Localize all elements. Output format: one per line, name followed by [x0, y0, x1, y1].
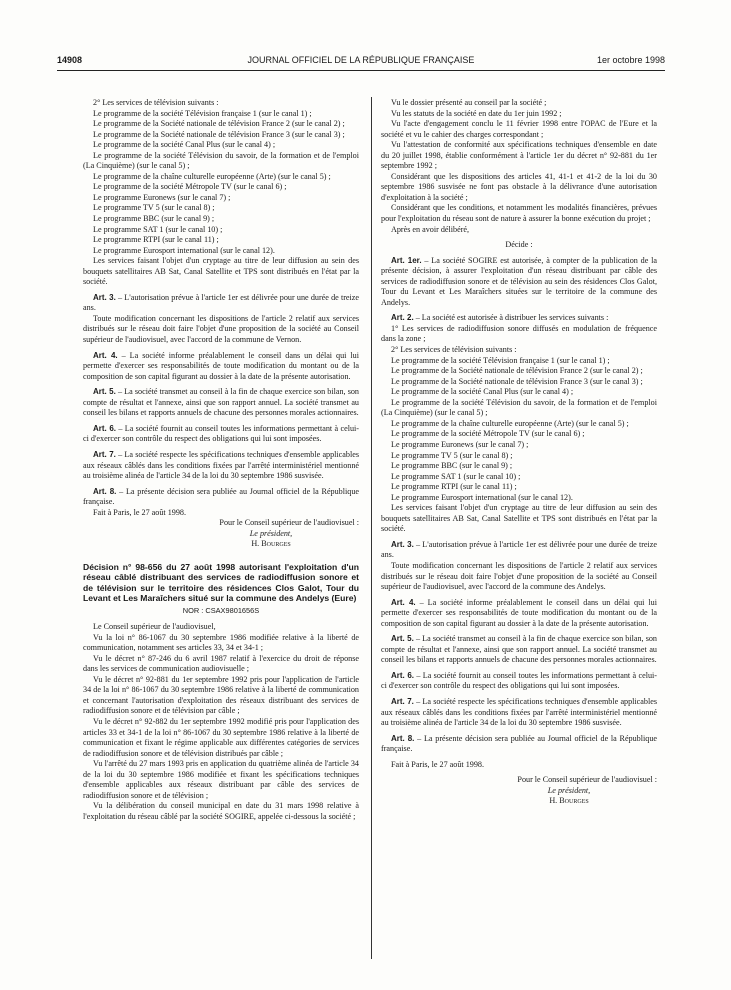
preamble-line: Vu les statuts de la société en date du 1er juin 1992 ; [391, 108, 562, 118]
article-6: Art. 6. – La société fournit au conseil toutes les informations permettant à celui-ci d'exercer son contrôle du respect des obligations qui lui sont imposées. [83, 423, 359, 444]
article-3-modification: Toute modification concernant les dispositions de l'article 2 relatif aux services distribués sur le réseau doit faire l'objet d'une proposition de la société au Conseil supérieur de l'audiovisuel, avec l'accord de la commune des Andelys. [381, 560, 657, 592]
signatory-intro: Pour le Conseil supérieur de l'audiovisuel : [517, 775, 657, 785]
list-line: Le programme de la Société nationale de télévision France 3 (sur le canal 3) ; [93, 129, 345, 139]
preamble-line: Vu le décret n° 92-882 du 1er septembre 1992 modifié pris pour l'application des articles 33 et 34-1 de la loi n° 86-1067 du 30 septembre 1986 relative à la liberté de communication et fixant le régime applicable aux différentes catégories de services de radiodiffusion sonore et de télévision distribués par câble ; [83, 716, 359, 758]
done-at: Fait à Paris, le 27 août 1998. [93, 507, 186, 517]
signatory-intro: Pour le Conseil supérieur de l'audiovisuel : [219, 518, 359, 528]
list-line: Le programme de la chaîne culturelle européenne (Arte) (sur le canal 5) ; [391, 418, 629, 428]
list-line: Le programme de la chaîne culturelle européenne (Arte) (sur le canal 5) ; [93, 171, 331, 181]
list-line: Le programme Eurosport international (sur le canal 12). [391, 492, 573, 502]
signatory-name: H. Bourges [549, 796, 589, 806]
article-2: Art. 2. – La société est autorisée à distribuer les services suivants : [391, 313, 609, 323]
preamble-line: Vu le décret n° 92-881 du 1er septembre 1992 pris pour l'application de l'article 34 de la loi n° 86-1067 du 30 septembre 1986 relative à la liberté de communication et concernant l'autorisation d'exploitation des réseaux distribuant des services de radiodiffusion sonore et de télévision par câble ; [83, 674, 359, 716]
list-line: Le programme de la société Télévision du savoir, de la formation et de l'emploi (La Cinquième) (sur le canal 5) ; [83, 150, 359, 171]
list-line: Le programme de la société Télévision du savoir, de la formation et de l'emploi (La Cinquième) (sur le canal 5) ; [381, 397, 657, 418]
preamble-line: Vu le dossier présenté au conseil par la société ; [391, 98, 547, 107]
list-line: Le programme de la société Canal Plus (sur le canal 4) ; [93, 140, 276, 150]
preamble-line: Vu le décret n° 87-246 du 6 avril 1987 relatif à l'exercice du droit de réponse dans les services de communication audiovisuelle ; [83, 653, 359, 674]
header-rule [57, 70, 665, 71]
preamble-line: Vu l'arrêté du 27 mars 1993 pris en application du quatrième alinéa de l'article 34 de la loi du 30 septembre 1986 modifiée et fixant les spécifications techniques d'ensemble applicables aux réseaux distribuant par câble des services de radiodiffusion sonore et de télévision ; [83, 759, 359, 800]
preamble-line: Le Conseil supérieur de l'audiovisuel, [93, 622, 216, 632]
list-line: Le programme de la société Métropole TV (sur le canal 6) ; [391, 429, 585, 439]
article-1: Art. 1er. – La société SOGIRE est autorisée, à compter de la publication de la présente décision, à assurer l'exploitation d'un réseau distribuant par câble des services de radiodiffusion sonore et de télévision au sein des résidences Clos Galot, Tour du Levant et Les Maraîchers situées sur le territoire de la commune des Andelys. [381, 255, 658, 307]
article-8: Art. 8. – La présente décision sera publiée au Journal officiel de la République française. [381, 733, 657, 754]
journal-title: JOURNAL OFFICIEL DE LA RÉPUBLIQUE FRANÇAISE [247, 55, 475, 65]
list-line: 2° Les services de télévision suivants : [93, 98, 219, 107]
list-line: 1° Les services de radiodiffusion sonore diffusés en modulation de fréquence dans la zone ; [381, 323, 657, 344]
article-3-modification: Toute modification concernant les dispositions de l'article 2 relatif aux services distribués sur le réseau doit faire l'objet d'une proposition de la société au Conseil supérieur de l'audiovisuel, avec l'accord de la commune de Vernon. [83, 313, 359, 345]
list-line: Le programme SAT 1 (sur le canal 10) ; [391, 471, 521, 481]
list-line: Le programme Euronews (sur le canal 7) ; [93, 192, 231, 202]
article-6: Art. 6. – La société fournit au conseil toutes les informations permettant à celui-ci d'exercer son contrôle du respect des obligations qui lui sont imposées. [381, 670, 657, 691]
preamble-line: Vu la délibération du conseil municipal en date du 31 mars 1998 relative à l'exploitation du réseau câblé par la société SOGIRE, appelée ci-dessous la société ; [83, 801, 359, 821]
column-divider [371, 97, 372, 959]
left-column [83, 98, 359, 822]
list-line: Le programme de la Société nationale de télévision France 2 (sur le canal 2) ; [391, 366, 643, 376]
list-line: Les services faisant l'objet d'un cryptage au titre de leur diffusion au sein des bouquets satellitaires AB Sat, Canal Satellite et TPS sont distribués en l'état par la société. [83, 256, 359, 287]
article-5: Art. 5. – La société transmet au conseil à la fin de chaque exercice son bilan, son compte de résultat et l'annexe, ainsi que son rapport annuel. La société transmet au conseil les bilans et rapports annuels de chacune des personnes morales actionnaires. [83, 387, 359, 418]
list-line: Les services faisant l'objet d'un cryptage au titre de leur diffusion au sein des bouquets satellitaires AB Sat, Canal Satellite et TPS sont distribués en l'état par la société. [381, 503, 657, 534]
issue-date: 1er octobre 1998 [596, 55, 665, 65]
list-line: 2° Les services de télévision suivants : [391, 345, 517, 355]
list-line: Le programme TV 5 (sur le canal 8) ; [93, 203, 215, 213]
right-column [381, 98, 657, 807]
article-7: Art. 7. – La société respecte les spécifications techniques d'ensemble applicables aux réseaux câblés dans les conditions fixées par l'arrêté interministériel mentionné au troisième alinéa de l'article 34 de la loi du 30 septembre 1986 susvisée. [381, 696, 657, 728]
list-line: Le programme de la société Métropole TV (sur le canal 6) ; [93, 182, 287, 192]
preamble-line: Vu l'attestation de conformité aux spécifications techniques d'ensemble en date du 20 juillet 1998, établie conformément à l'article 1er du décret n° 92-881 du 1er septembre 1992 ; [381, 140, 657, 171]
signatory-name: H. Bourges [251, 539, 291, 549]
list-line: Le programme BBC (sur le canal 9) ; [391, 461, 513, 471]
article-3: Art. 3. – L'autorisation prévue à l'article 1er est délivrée pour une durée de treize ans. [83, 292, 359, 313]
article-4: Art. 4. – La société informe préalablement le conseil dans un délai qui lui permette d'exercer ses responsabilités de toute modification du montant ou de la composition de son capital figurant au dossier à la date de la présente autorisation. [83, 350, 359, 381]
list-line: Le programme de la société Canal Plus (sur le canal 4) ; [391, 387, 574, 397]
list-line: Le programme de la société Télévision française 1 (sur le canal 1) ; [391, 355, 610, 365]
list-line: Le programme de la Société nationale de télévision France 3 (sur le canal 3) ; [391, 376, 643, 386]
list-line: Le programme TV 5 (sur le canal 8) ; [391, 450, 513, 460]
signatory-title: Le président, [547, 785, 591, 795]
list-line: Le programme de la Société nationale de télévision France 2 (sur le canal 2) ; [93, 119, 345, 129]
article-5: Art. 5. – La société transmet au conseil à la fin de chaque exercice son bilan, son compte de résultat et l'annexe, ainsi que son rapport annuel. La société transmet au conseil les bilans et rapports annuels de chacune des personnes morales actionnaires. [381, 634, 657, 665]
preamble-line: Vu la loi n° 86-1067 du 30 septembre 1986 modifiée relative à la liberté de communication, notamment ses articles 33, 34 et 34-1 ; [83, 632, 359, 653]
done-at: Fait à Paris, le 27 août 1998. [391, 759, 484, 769]
list-line: Le programme RTPI (sur le canal 11) ; [93, 235, 219, 245]
preamble-line: Considérant que les dispositions des articles 41, 41-1 et 41-2 de la loi du 30 septembre 1986 susvisée ne font pas obstacle à la délivrance d'une autorisation d'exploitation à la société ; [381, 171, 657, 202]
list-line: Le programme de la société Télévision française 1 (sur le canal 1) ; [93, 108, 312, 118]
list-line: Le programme BBC (sur le canal 9) ; [93, 214, 215, 224]
list-line: Le programme SAT 1 (sur le canal 10) ; [93, 224, 223, 234]
decides-heading: Décide : [505, 240, 533, 250]
preamble-line: Après en avoir délibéré, [391, 224, 470, 234]
article-3: Art. 3. – L'autorisation prévue à l'article 1er est délivrée pour une durée de treize ans. [381, 539, 657, 560]
article-8: Art. 8. – La présente décision sera publiée au Journal officiel de la République française. [83, 486, 359, 507]
preamble-line: Considérant que les conditions, et notamment les modalités financières, prévues pour l'exploitation du réseau sont de nature à assurer la bonne exécution du projet ; [381, 203, 657, 224]
article-7: Art. 7. – La société respecte les spécifications techniques d'ensemble applicables aux réseaux câblés dans les conditions fixées par l'arrêté interministériel mentionné au troisième alinéa de l'article 34 de la loi du 30 septembre 1986 susvisée. [83, 449, 359, 481]
page-header [57, 55, 665, 69]
page-number: 14908 [57, 55, 83, 65]
list-line: Le programme Euronews (sur le canal 7) ; [391, 439, 529, 449]
decision-title: Décision n° 98-656 du 27 août 1998 autorisant l'exploitation d'un réseau câblé distribuant des services de radiodiffusion sonore et de télévision sur le territoire des résidences Clos Galot, Tour du Levant et Les Maraîchers situé sur la commune des Andelys (Eure) [83, 561, 359, 604]
preamble-line: Vu l'acte d'engagement conclu le 11 février 1998 entre l'OPAC de l'Eure et la société et vu le cahier des charges correspondant ; [381, 119, 657, 139]
list-line: Le programme Eurosport international (sur le canal 12). [93, 245, 275, 255]
article-4: Art. 4. – La société informe préalablement le conseil dans un délai qui lui permette d'exercer ses responsabilités de toute modification du montant ou de la composition de son capital figurant au dossier à la date de la présente autorisation. [381, 597, 657, 628]
nor-reference: NOR : CSAX9801656S [182, 605, 260, 615]
signatory-title: Le président, [249, 528, 293, 538]
list-line: Le programme RTPI (sur le canal 11) ; [391, 482, 517, 492]
